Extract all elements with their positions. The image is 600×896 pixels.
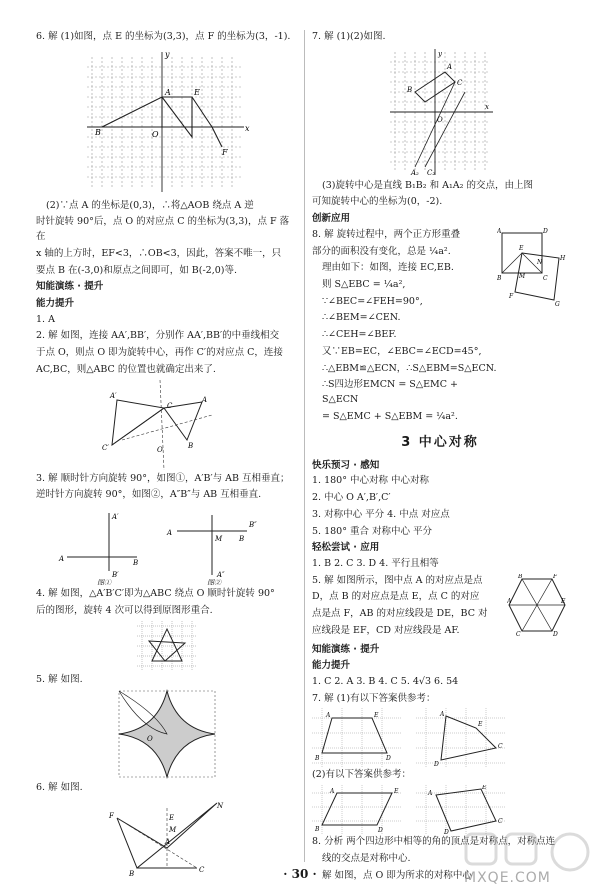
svg-text:A: A bbox=[165, 87, 171, 97]
svg-text:E: E bbox=[394, 788, 399, 796]
q8-line2: 部分的面积没有变化，总是 ¼a². bbox=[312, 245, 451, 257]
svg-text:A′: A′ bbox=[112, 513, 119, 522]
q7b-figures-row1 bbox=[312, 708, 568, 768]
q7-part3-line2: 可知旋转中心的坐标为(0，-2). bbox=[312, 196, 443, 208]
svg-text:E: E bbox=[194, 87, 200, 97]
svg-text:x: x bbox=[245, 123, 250, 133]
section-heading-innovation: 创新应用 bbox=[312, 213, 351, 225]
q7b-part1: 7. 解 (1)有以下答案供参考： bbox=[312, 692, 436, 704]
svg-text:C₂: C₂ bbox=[427, 168, 436, 177]
q8b-line3: 解 如图，点 O 即为所求的对称中心 bbox=[322, 869, 472, 881]
q8-line9: ∴△EBM≌△ECN，∴S△EBM=S△ECN. bbox=[322, 362, 497, 374]
q6-part2-line4: 要点 B 在(-3,0)和原点之间即可，如 B(-2,0)等. bbox=[36, 264, 238, 276]
q6-part2-line3: x 轴的上方时，EF<3，∴OB<3，因此，答案不唯一，只 bbox=[36, 247, 282, 259]
svg-text:E: E bbox=[561, 597, 566, 605]
svg-text:D: D bbox=[386, 755, 391, 763]
right-column bbox=[312, 30, 568, 885]
svg-text:D: D bbox=[543, 227, 548, 235]
svg-text:B: B bbox=[518, 573, 523, 580]
svg-text:F: F bbox=[109, 811, 114, 820]
svg-text:A: A bbox=[330, 788, 335, 796]
q2-line2: 于点 O，则点 O 即为旋转中心，再作 C′的对应点 C，连接 bbox=[36, 347, 283, 359]
q4-line1: 4. 解 如图，△A′B′C′即为△ABC 绕点 O 顺时针旋转 90° bbox=[36, 588, 275, 600]
qs5-line2: D，点 B 的对应点是点 E，点 C 的对应 bbox=[312, 591, 480, 603]
svg-text:O: O bbox=[152, 129, 159, 139]
svg-text:A: A bbox=[507, 597, 512, 605]
left-column bbox=[36, 30, 298, 880]
q7-intro: 7. 解 (1)(2)如图. bbox=[312, 31, 386, 42]
q8-line4: 则 S△EBC = ¼a², bbox=[322, 279, 406, 291]
svg-text:G: G bbox=[555, 300, 560, 308]
q6-part2-line1: (2)∵点 A 的坐标是(0,3)，∴将△AOB 绕点 A 逆 bbox=[46, 199, 254, 211]
column-divider bbox=[304, 30, 305, 862]
qs5-line3: 点是点 F，AB 的对应线段是 DE，BC 对 bbox=[312, 608, 488, 620]
section-heading-ability: 知能演练 · 提升 bbox=[36, 281, 104, 293]
figure-caption-2: 图② bbox=[207, 579, 221, 586]
svg-text:A: A bbox=[497, 227, 502, 235]
svg-text:A: A bbox=[447, 62, 453, 71]
svg-text:M: M bbox=[519, 272, 526, 280]
svg-text:B: B bbox=[407, 85, 413, 94]
q6-coordinate-figure bbox=[82, 47, 252, 197]
svg-text:D: D bbox=[378, 827, 383, 835]
svg-text:A″: A″ bbox=[217, 571, 225, 580]
svg-text:C: C bbox=[199, 865, 205, 874]
answer-1: 1. A bbox=[36, 313, 55, 325]
section-heading-preview: 快乐预习 · 感知 bbox=[312, 459, 380, 471]
q6-part2-line2: 时针旋转 90°后，点 O 的对应点 C 的坐标为(3,3)，点 F 落在 bbox=[36, 216, 290, 243]
q8-block bbox=[312, 228, 568, 427]
svg-text:O: O bbox=[147, 735, 153, 744]
svg-text:F: F bbox=[553, 573, 558, 580]
watermark-text: MXQE.COM bbox=[464, 870, 551, 886]
svg-text:B: B bbox=[133, 559, 139, 568]
svg-text:E: E bbox=[482, 785, 487, 792]
q8-line3: 理由如下：如图，连接 EC,EB. bbox=[322, 262, 454, 274]
q5-star-figure bbox=[117, 689, 217, 779]
practice-answers-1-4: 1. B 2. C 3. D 4. 平行且相等 bbox=[312, 557, 439, 569]
q6b-text: 6. 解 如图. bbox=[36, 782, 83, 794]
svg-text:N: N bbox=[537, 258, 543, 266]
svg-text:E: E bbox=[519, 244, 524, 252]
svg-text:A: A bbox=[167, 529, 173, 538]
preview-answer-5: 5. 180° 重合 对称中心 平分 bbox=[312, 525, 433, 537]
section-subheading-ability: 能力提升 bbox=[36, 298, 75, 310]
svg-text:F: F bbox=[509, 292, 514, 300]
svg-text:C: C bbox=[516, 630, 521, 636]
q2-line3: AC,BC，则△ABC 的位置也就确定出来了. bbox=[36, 363, 216, 375]
section-heading-practice: 轻松尝试 · 应用 bbox=[312, 542, 380, 554]
svg-text:B: B bbox=[497, 274, 502, 282]
preview-answer-3: 3. 对称中心 平分 4. 中点 对应点 bbox=[312, 508, 450, 520]
q5-text: 5. 解 如图. bbox=[36, 673, 83, 685]
figure-caption-1: 图① bbox=[97, 579, 111, 586]
svg-text:D: D bbox=[434, 761, 439, 769]
q8-squares-figure bbox=[497, 228, 567, 308]
svg-text:O: O bbox=[437, 115, 443, 124]
parallelogram-figure-1 bbox=[312, 785, 402, 835]
section-subheading-ability-2: 能力提升 bbox=[312, 660, 351, 672]
svg-text:C: C bbox=[167, 401, 173, 410]
q3-line1: 3. 解 顺时针方向旋转 90°，如图①，A′B′与 AB 互相垂直； bbox=[36, 472, 290, 484]
trapezoid-figure-1 bbox=[312, 708, 402, 768]
svg-text:B: B bbox=[129, 869, 135, 878]
q7-coordinate-figure bbox=[385, 47, 495, 177]
svg-text:B: B bbox=[188, 441, 194, 450]
svg-text:B: B bbox=[95, 127, 101, 137]
q8-line1: 8. 解 旋转过程中，两个正方形重叠 bbox=[312, 228, 461, 240]
svg-text:E: E bbox=[169, 813, 175, 822]
svg-text:C: C bbox=[498, 818, 503, 826]
q6-intro: 6. 解 (1)如图，点 E 的坐标为(3,3)，点 F 的坐标为(3，-1). bbox=[36, 31, 291, 42]
svg-text:O: O bbox=[157, 445, 163, 454]
svg-text:B″: B″ bbox=[249, 521, 257, 530]
svg-text:C: C bbox=[543, 274, 548, 282]
svg-text:M: M bbox=[215, 535, 223, 544]
svg-text:H: H bbox=[560, 254, 566, 262]
svg-text:C: C bbox=[498, 743, 503, 751]
svg-text:A′: A′ bbox=[110, 391, 117, 400]
svg-text:D: D bbox=[553, 630, 558, 636]
svg-text:B: B bbox=[239, 535, 245, 544]
svg-text:B: B bbox=[315, 755, 320, 763]
section-heading-ability-2: 知能演练 · 提升 bbox=[312, 643, 380, 655]
svg-text:E: E bbox=[374, 712, 379, 720]
q8-line7: ∴∠CEH=∠BEF. bbox=[322, 329, 397, 341]
svg-text:A: A bbox=[440, 711, 445, 719]
qs5-block bbox=[312, 574, 568, 641]
q8-line11: = S△EMC + S△EBM = ¼a². bbox=[322, 410, 458, 422]
svg-text:A: A bbox=[326, 712, 331, 720]
q4-grid-figure bbox=[137, 621, 197, 671]
q2-rotation-figure bbox=[102, 380, 232, 470]
q3-figures bbox=[57, 505, 277, 585]
preview-answer-1: 1. 180° 中心对称 中心对称 bbox=[312, 475, 430, 487]
svg-text:y: y bbox=[165, 49, 170, 59]
svg-text:A₂: A₂ bbox=[411, 168, 419, 177]
q4-line2: 后的图形，旋转 4 次可以得到原图形重合. bbox=[36, 604, 213, 616]
svg-text:N: N bbox=[217, 801, 224, 810]
q8-text bbox=[312, 228, 497, 427]
q7-part3-line1: (3)旋转中心是直线 B₁B₂ 和 A₁A₂ 的交点，由上图 bbox=[322, 179, 533, 191]
q2-line1: 2. 解 如图，连接 AA′,BB′，分别作 AA′,BB′的中垂线相交 bbox=[36, 330, 280, 342]
q3-line2: 逆时针方向旋转 90°，如图②，A″B″与 AB 互相垂直. bbox=[36, 489, 262, 501]
q8-line8: 又∵EB=EC，∠EBC=∠ECD=45°, bbox=[322, 345, 482, 357]
section-title-central-symmetry: 3 中心对称 bbox=[401, 434, 479, 450]
kite-figure-1 bbox=[416, 708, 506, 768]
hexagon-figure bbox=[507, 574, 567, 636]
svg-text:x: x bbox=[485, 102, 489, 111]
qs5-line1: 5. 解 如图所示，图中点 A 的对应点是点 bbox=[312, 574, 483, 586]
ability-answers-1-6: 1. C 2. A 3. B 4. C 5. 4√3 6. 54 bbox=[312, 675, 459, 687]
q8-line6: ∴∠BEM=∠CEN. bbox=[322, 312, 401, 324]
page-number: · 30 · bbox=[283, 867, 317, 881]
svg-text:A: A bbox=[202, 395, 208, 404]
svg-text:M: M bbox=[169, 825, 177, 834]
svg-text:E: E bbox=[478, 721, 483, 729]
qs5-line4: 应线段是 EF，CD 对应线段是 AF. bbox=[312, 624, 460, 636]
svg-text:C′: C′ bbox=[102, 443, 109, 452]
svg-text:y: y bbox=[438, 49, 442, 58]
q8b-line1: 8. 分析 两个四边形中相等的角的顶点是对称点，对称点连 bbox=[312, 836, 556, 848]
svg-text:A: A bbox=[165, 837, 171, 846]
svg-text:B: B bbox=[315, 826, 320, 834]
preview-answer-2: 2. 中心 O A′,B′,C′ bbox=[312, 492, 391, 504]
svg-text:B′: B′ bbox=[112, 571, 119, 580]
q8-line5: ∵∠BEC=∠FEH=90°, bbox=[322, 295, 423, 307]
q8b-line2: 线的交点是对称中心. bbox=[322, 852, 411, 864]
q8-line10: ∴S四边形EMCN = S△EMC + S△ECN bbox=[322, 379, 459, 406]
svg-text:C: C bbox=[457, 78, 463, 87]
svg-text:D: D bbox=[444, 829, 449, 836]
svg-text:A: A bbox=[59, 555, 65, 564]
q7b-part2: (2)有以下答案供参考： bbox=[312, 769, 411, 781]
svg-text:F: F bbox=[222, 147, 228, 157]
svg-text:A: A bbox=[428, 790, 433, 798]
